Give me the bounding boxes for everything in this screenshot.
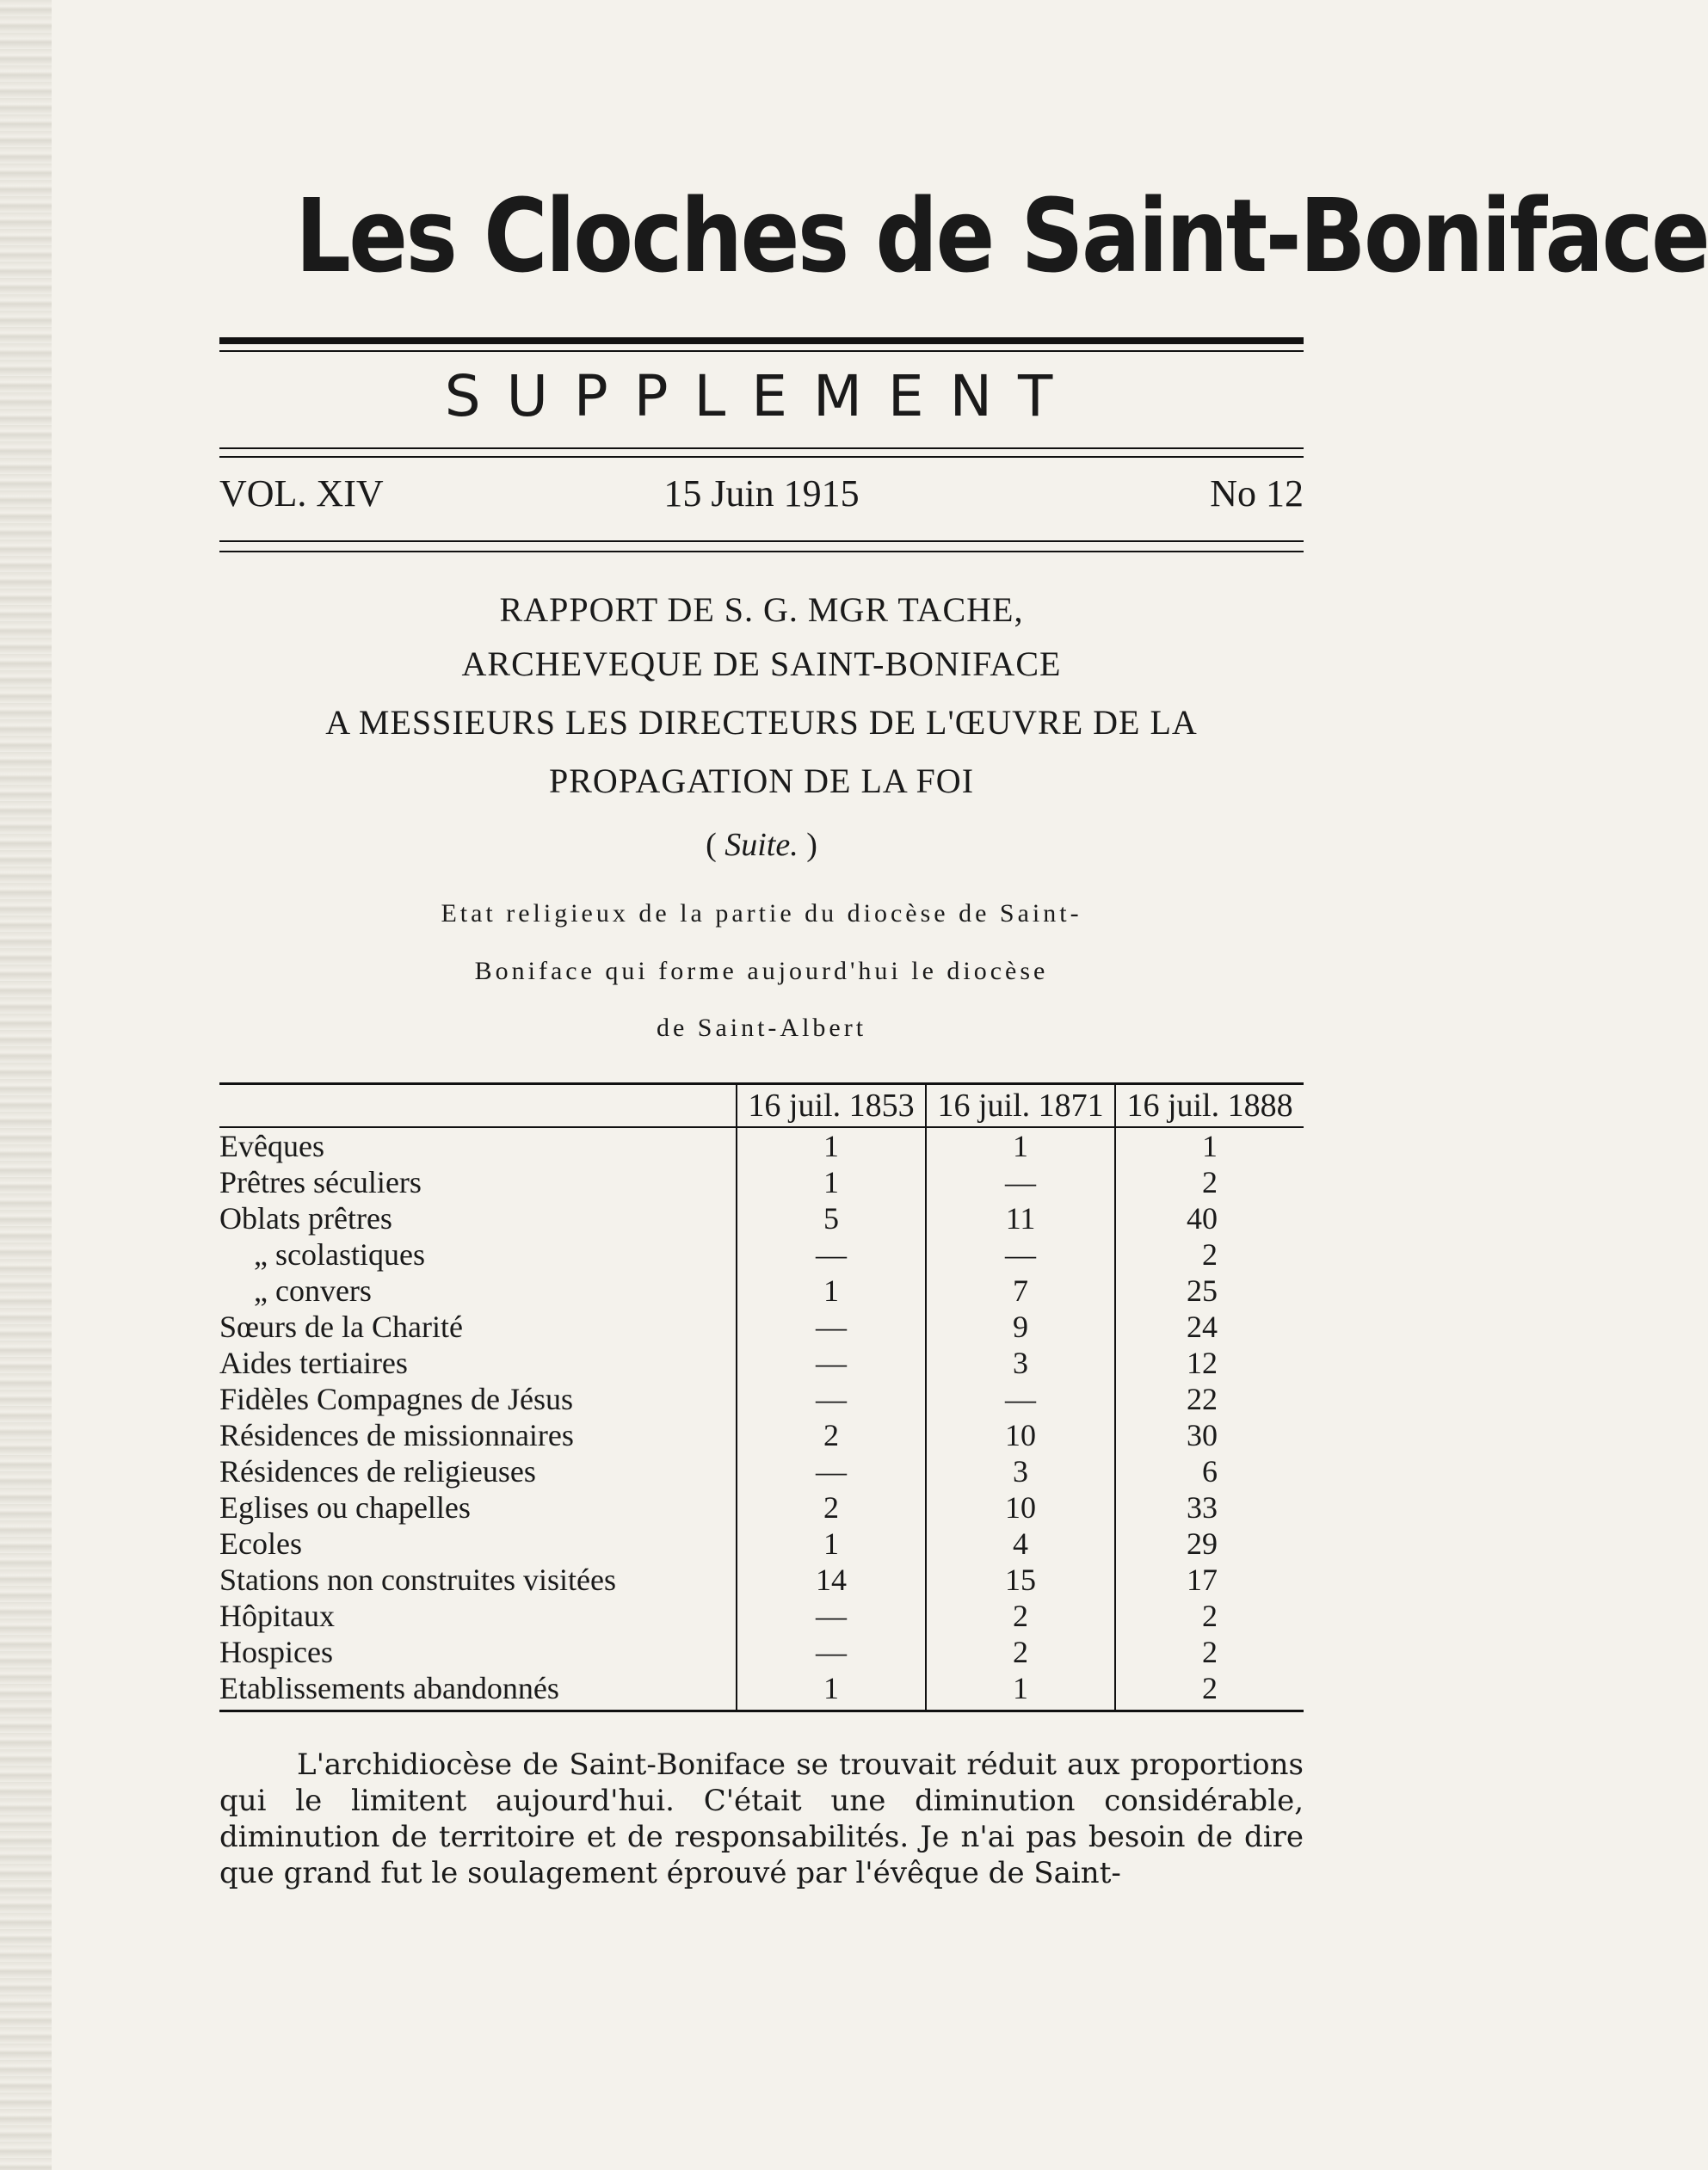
cell-1871: 10 [926, 1417, 1115, 1453]
paragraph-text: L'archidiocèse de Saint-Boniface se trouvait réduit aux proportions qui le limitent aujourd'hui. C'était une diminution considérable, diminution de territoire et de responsabilités. Je n'ai pas besoin de dire que grand fut le soulagement éprouvé par l'évêque de Saint- [219, 1748, 1304, 1890]
cell-1871: 1 [926, 1670, 1115, 1711]
supplement-heading: SUPPLEMENT [444, 363, 1079, 429]
table-row [219, 1489, 1304, 1526]
cell-1888: 17 [1115, 1562, 1304, 1598]
row-label: Prêtres séculiers [219, 1165, 422, 1199]
row-label: „ scolastiques [254, 1237, 425, 1272]
cell-1853: 1 [737, 1670, 926, 1711]
masthead-rule-thin [219, 350, 1304, 352]
table-row [219, 1127, 1304, 1164]
cell-1853: 1 [737, 1164, 926, 1200]
cell-1853: — [737, 1381, 926, 1417]
row-label: Etablissements abandonnés [219, 1670, 737, 1711]
cell-1888: 2 [1115, 1670, 1304, 1711]
table-row [219, 1634, 1304, 1670]
cell-1871: 15 [926, 1562, 1115, 1598]
row-label: Ecoles [219, 1526, 302, 1561]
table-header-label [219, 1084, 737, 1128]
cell-1888: 29 [1115, 1526, 1304, 1562]
body-paragraph [219, 1747, 1304, 1891]
cell-1853: 1 [737, 1526, 926, 1562]
table-row [219, 1273, 1304, 1309]
cell-1888: 30 [1115, 1417, 1304, 1453]
issue-rule-bottom [219, 551, 1304, 552]
headline-line-4: PROPAGATION DE LA FOI [548, 761, 975, 800]
row-label: Stations non construites visitées [219, 1563, 616, 1597]
masthead-title: Les Cloches de Saint-Boniface [295, 176, 1708, 295]
row-label: Fidèles Compagnes de Jésus [219, 1382, 573, 1416]
issue-number: No 12 [1210, 472, 1304, 515]
cell-1853: 2 [737, 1489, 926, 1526]
cell-1888: 12 [1115, 1345, 1304, 1381]
cell-1888: 6 [1115, 1453, 1304, 1489]
table-row [219, 1309, 1304, 1345]
headline-line-2: ARCHEVEQUE DE SAINT-BONIFACE [461, 644, 1062, 683]
cell-1853: 5 [737, 1200, 926, 1236]
headline-line-1: RAPPORT DE S. G. MGR TACHE, [499, 590, 1024, 629]
cell-1871: — [926, 1381, 1115, 1417]
cell-1853: — [737, 1453, 926, 1489]
cell-1888: 2 [1115, 1634, 1304, 1670]
suite-note: ( Suite. ) [706, 827, 817, 863]
row-label: Evêques [219, 1129, 324, 1163]
cell-1888: 33 [1115, 1489, 1304, 1526]
cell-1871: 3 [926, 1345, 1115, 1381]
cell-1871: 3 [926, 1453, 1115, 1489]
cell-1853: — [737, 1634, 926, 1670]
row-label: Hôpitaux [219, 1599, 335, 1633]
cell-1871: 7 [926, 1273, 1115, 1309]
table-row [219, 1236, 1304, 1273]
table-header-1888: 16 juil. 1888 [1115, 1084, 1304, 1128]
table-row [219, 1453, 1304, 1489]
cell-1888: 24 [1115, 1309, 1304, 1345]
row-label: Oblats prêtres [219, 1201, 392, 1236]
issue-date: 15 Juin 1915 [663, 472, 860, 515]
cell-1853: 1 [737, 1273, 926, 1309]
cell-1871: 10 [926, 1489, 1115, 1526]
cell-1871: 2 [926, 1634, 1115, 1670]
row-label: Sœurs de la Charité [219, 1310, 463, 1344]
cell-1853: — [737, 1598, 926, 1634]
supplement-rule-top [219, 447, 1304, 449]
table-row [219, 1200, 1304, 1236]
cell-1871: 9 [926, 1309, 1115, 1345]
row-label: Eglises ou chapelles [219, 1490, 471, 1525]
table-row [219, 1417, 1304, 1453]
cell-1888: 2 [1115, 1164, 1304, 1200]
cell-1888: 22 [1115, 1381, 1304, 1417]
row-label: Hospices [219, 1635, 333, 1669]
table-row [219, 1598, 1304, 1634]
cell-1871: 2 [926, 1598, 1115, 1634]
row-label: Résidences de missionnaires [219, 1418, 574, 1452]
cell-1871: 11 [926, 1200, 1115, 1236]
cell-1871: 4 [926, 1526, 1115, 1562]
cell-1853: 2 [737, 1417, 926, 1453]
cell-1853: — [737, 1236, 926, 1273]
volume-number: VOL. XIV [219, 472, 384, 515]
row-label: Aides tertiaires [219, 1346, 408, 1380]
table-header-1871: 16 juil. 1871 [926, 1084, 1115, 1128]
suite-label: Suite. [725, 827, 799, 863]
table-row [219, 1670, 1304, 1711]
table-row [219, 1381, 1304, 1417]
row-label: „ convers [254, 1273, 372, 1308]
table-row [219, 1526, 1304, 1562]
table-row [219, 1562, 1304, 1598]
cell-1888: 25 [1115, 1273, 1304, 1309]
issue-line [219, 472, 1304, 523]
cell-1888: 2 [1115, 1236, 1304, 1273]
cell-1853: — [737, 1309, 926, 1345]
table-header-row [219, 1084, 1304, 1128]
cell-1871: — [926, 1236, 1115, 1273]
cell-1853: 14 [737, 1562, 926, 1598]
table-row [219, 1164, 1304, 1200]
statistics-table [219, 1082, 1304, 1712]
cell-1871: — [926, 1164, 1115, 1200]
subtitle-line-2: Boniface qui forme aujourd'hui le diocèse [474, 957, 1049, 985]
cell-1871: 1 [926, 1127, 1115, 1164]
scanned-page-edge [0, 0, 52, 2170]
cell-1888: 2 [1115, 1598, 1304, 1634]
cell-1853: 1 [737, 1127, 926, 1164]
supplement-rule-bottom [219, 456, 1304, 458]
cell-1853: — [737, 1345, 926, 1381]
cell-1888: 1 [1115, 1127, 1304, 1164]
subtitle-line-1: Etat religieux de la partie du diocèse de Saint- [441, 899, 1082, 928]
table-header-1853: 16 juil. 1853 [737, 1084, 926, 1128]
cell-1888: 40 [1115, 1200, 1304, 1236]
issue-rule-top [219, 540, 1304, 542]
headline-line-3: A MESSIEURS LES DIRECTEURS DE L'ŒUVRE DE LA [325, 703, 1198, 742]
table-row [219, 1345, 1304, 1381]
subtitle-line-3: de Saint-Albert [656, 1014, 867, 1042]
masthead-rule [219, 337, 1304, 344]
row-label: Résidences de religieuses [219, 1454, 536, 1489]
